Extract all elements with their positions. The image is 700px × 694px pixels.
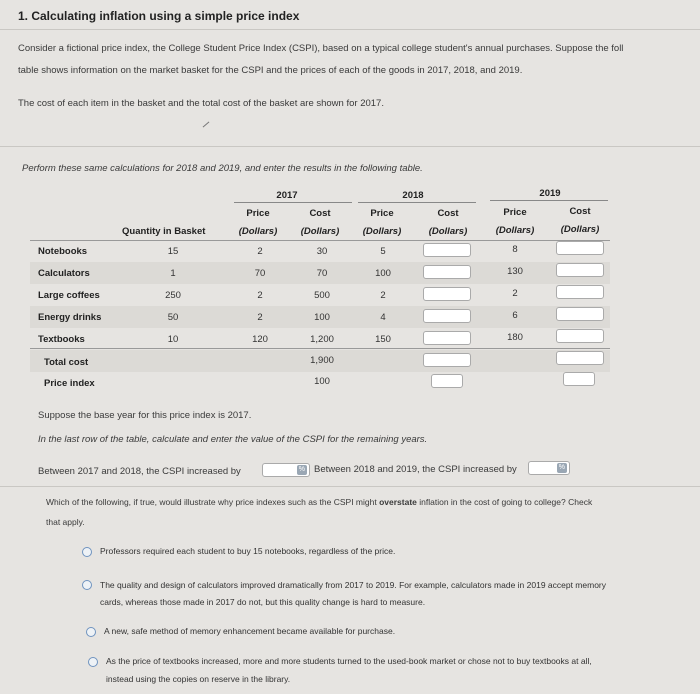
question-line-1: Which of the following, if true, would illustrate why price indexes such as the CSPI might overstate inflation in the cost of going to college? Check: [46, 497, 593, 507]
price-2019-cell: 8: [512, 244, 518, 255]
price-2019-cell: 130: [507, 266, 523, 277]
dollars-label: (Dollars): [428, 226, 468, 237]
cost-2017-cell: 30: [316, 246, 328, 257]
price-2017-cell: 2: [257, 312, 263, 323]
price-2017-cell: 70: [254, 268, 266, 279]
cost-2019-input[interactable]: [556, 307, 604, 321]
price-2017-cell: 2: [257, 290, 263, 301]
divider: [0, 146, 700, 147]
price-header-2019: Price: [503, 207, 527, 218]
option-text-continued: cards, whereas those made in 2017 do not, but this quality change is hard to measure.: [100, 597, 426, 607]
row-label: Large coffees: [38, 290, 100, 301]
intro-line-1: Consider a fictional price index, the College Student Price Index (CSPI), based on a typical college student's annual purchases. Suppose the foll: [18, 43, 624, 54]
total-cost-label: Total cost: [44, 357, 89, 368]
qty-cell: 250: [165, 290, 181, 301]
cost-2017-cell: 100: [314, 312, 330, 323]
price-2018-cell: 5: [380, 246, 386, 257]
dollars-label: (Dollars): [495, 225, 535, 236]
option-text: A new, safe method of memory enhancement became available for purchase.: [104, 626, 396, 636]
row-label: Notebooks: [38, 246, 88, 257]
dollars-label: (Dollars): [300, 226, 340, 237]
pencil-mark: [203, 122, 210, 128]
cost-header-2017: Cost: [309, 208, 331, 219]
price-2017-cell: 2: [257, 246, 263, 257]
option-text: Professors required each student to buy 15 notebooks, regardless of the price.: [100, 546, 396, 556]
cost-header-2019: Cost: [569, 206, 591, 217]
cost-2018-input[interactable]: [423, 243, 471, 257]
cost-2018-input[interactable]: [423, 331, 471, 345]
cost-2019-input[interactable]: [556, 285, 604, 299]
option-text: The quality and design of calculators improved dramatically from 2017 to 2019. For example, calculators made in 2019 accept memory: [100, 580, 607, 590]
increase-2017-2018-input[interactable]: [262, 463, 310, 477]
price-2018-cell: 150: [375, 334, 391, 345]
option-checkbox[interactable]: [82, 547, 92, 557]
cost-header-2018: Cost: [437, 208, 459, 219]
group-line-2017: [234, 202, 352, 203]
price-index-label: Price index: [44, 378, 95, 389]
option-checkbox[interactable]: [82, 580, 92, 590]
qty-cell: 15: [167, 246, 179, 257]
total-rule: [30, 348, 610, 349]
total-cost-2019-input[interactable]: [556, 351, 604, 365]
total-cost-2017: 1,900: [310, 355, 334, 366]
intro-line-2: table shows information on the market basket for the CSPI and the prices of each of the goods in 2017, 2018, and 2019.: [18, 65, 523, 76]
header-rule: [30, 240, 610, 241]
row-label: Textbooks: [38, 334, 85, 345]
option-checkbox[interactable]: [88, 657, 98, 667]
dollars-label: (Dollars): [362, 226, 402, 237]
question-line-2: that apply.: [46, 517, 85, 527]
qty-cell: 50: [167, 312, 179, 323]
cost-2018-input[interactable]: [423, 287, 471, 301]
increase-label-2017-2018: Between 2017 and 2018, the CSPI increased by: [38, 466, 241, 477]
price-index-2018-input[interactable]: [431, 374, 463, 388]
row-label: Calculators: [38, 268, 90, 279]
increase-label-2018-2019: Between 2018 and 2019, the CSPI increased by: [314, 464, 517, 475]
question-title: 1. Calculating inflation using a simple price index: [18, 9, 300, 23]
qty-cell: 10: [167, 334, 179, 345]
dollars-label: (Dollars): [238, 226, 278, 237]
cost-2018-input[interactable]: [423, 309, 471, 323]
cost-note: The cost of each item in the basket and the total cost of the basket are shown for 2017.: [18, 98, 384, 109]
option-text: As the price of textbooks increased, more and more students turned to the used-book market or chose not to buy textbooks at all,: [106, 656, 592, 666]
price-header-2017: Price: [246, 208, 270, 219]
cost-2019-input[interactable]: [556, 241, 604, 255]
price-2017-cell: 120: [252, 334, 268, 345]
qty-cell: 1: [170, 268, 176, 279]
year-2018-header: 2018: [402, 190, 424, 201]
base-year-text: Suppose the base year for this price index is 2017.: [38, 410, 252, 421]
cost-2019-input[interactable]: [556, 263, 604, 277]
price-index-2017: 100: [314, 376, 330, 387]
percent-icon: %: [298, 466, 305, 473]
cost-2019-input[interactable]: [556, 329, 604, 343]
price-2019-cell: 2: [512, 288, 518, 299]
increase-2018-2019-input[interactable]: [528, 461, 570, 475]
price-2018-cell: 4: [380, 312, 386, 323]
percent-icon: %: [558, 464, 565, 471]
cost-2018-input[interactable]: [423, 265, 471, 279]
cost-2017-cell: 1,200: [310, 334, 334, 345]
option-text-continued: instead using the copies on reserve in the library.: [106, 674, 291, 684]
price-header-2018: Price: [370, 208, 394, 219]
price-2018-cell: 100: [375, 268, 391, 279]
cost-2017-cell: 70: [316, 268, 328, 279]
total-cost-2018-input[interactable]: [423, 353, 471, 367]
qty-header: Quantity in Basket: [122, 226, 206, 237]
price-index-2019-input[interactable]: [563, 372, 595, 386]
cost-2017-cell: 500: [314, 290, 330, 301]
divider: [0, 29, 700, 30]
price-2018-cell: 2: [380, 290, 386, 301]
option-checkbox[interactable]: [86, 627, 96, 637]
year-2017-header: 2017: [276, 190, 298, 201]
divider: [0, 486, 700, 487]
dollars-label: (Dollars): [560, 224, 600, 235]
price-2019-cell: 180: [507, 332, 523, 343]
year-2019-header: 2019: [539, 188, 561, 199]
group-line-2018: [358, 202, 476, 203]
perform-instruction: Perform these same calculations for 2018 and 2019, and enter the results in the following table.: [22, 163, 423, 174]
row-label: Energy drinks: [38, 312, 102, 323]
price-2019-cell: 6: [512, 310, 518, 321]
base-year-instruction: In the last row of the table, calculate and enter the value of the CSPI for the remaining years.: [38, 434, 428, 445]
group-line-2019: [490, 200, 608, 201]
